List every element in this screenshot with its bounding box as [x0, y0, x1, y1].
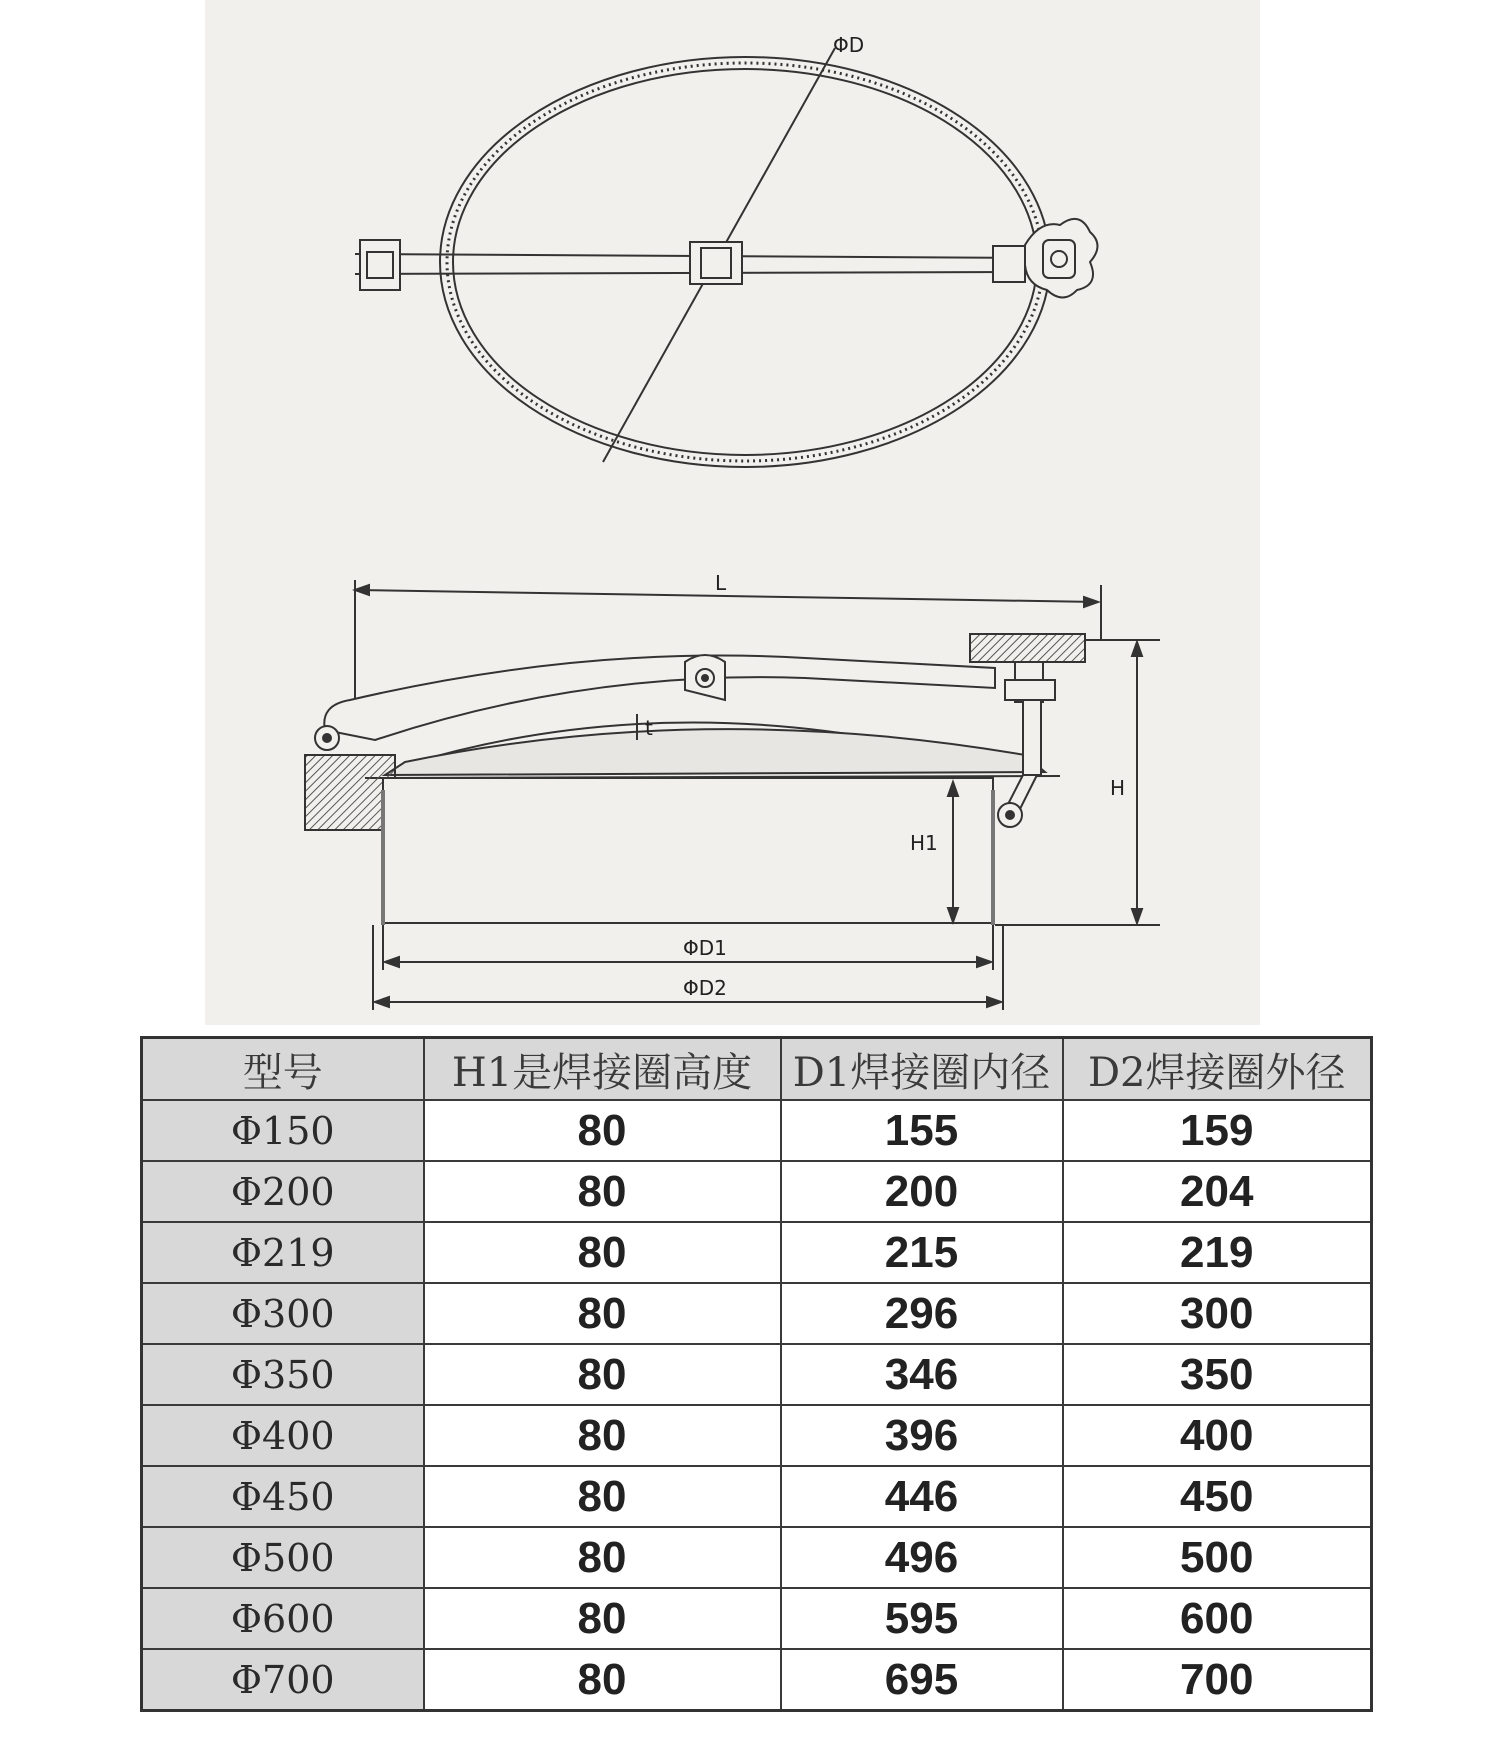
cell-model: Φ150 — [142, 1100, 424, 1161]
handwheel — [1025, 219, 1098, 298]
table-header-row — [142, 1038, 1372, 1101]
cell-d1: 446 — [781, 1466, 1063, 1527]
table-row — [142, 1161, 1372, 1222]
technical-drawing-panel — [205, 0, 1260, 1025]
manhole-cover-drawing — [205, 0, 1260, 1025]
cell-d2: 600 — [1063, 1588, 1372, 1649]
cell-h1: 80 — [424, 1161, 781, 1222]
cell-d1: 346 — [781, 1344, 1063, 1405]
cell-h1: 80 — [424, 1222, 781, 1283]
cell-d2: 159 — [1063, 1100, 1372, 1161]
cell-h1: 80 — [424, 1649, 781, 1711]
rim-dotted — [447, 63, 1043, 461]
cell-d2: 450 — [1063, 1466, 1372, 1527]
side-view — [305, 580, 1160, 1010]
cell-model: Φ200 — [142, 1161, 424, 1222]
cell-d1: 296 — [781, 1283, 1063, 1344]
right-clamp — [993, 246, 1025, 282]
cell-d2: 400 — [1063, 1405, 1372, 1466]
thickness-label: t — [645, 716, 653, 740]
table-row — [142, 1222, 1372, 1283]
cell-d2: 204 — [1063, 1161, 1372, 1222]
table-row — [142, 1405, 1372, 1466]
cell-d2: 700 — [1063, 1649, 1372, 1711]
table-row — [142, 1100, 1372, 1161]
cell-d1: 155 — [781, 1100, 1063, 1161]
lid-arm — [324, 656, 995, 740]
header-d1: D1焊接圈内径 — [781, 1038, 1063, 1101]
cell-h1: 80 — [424, 1527, 781, 1588]
table-row — [142, 1283, 1372, 1344]
cell-model: Φ300 — [142, 1283, 424, 1344]
cell-model: Φ450 — [142, 1466, 424, 1527]
cell-model: Φ400 — [142, 1405, 424, 1466]
inner-rim — [453, 69, 1037, 455]
cell-model: Φ219 — [142, 1222, 424, 1283]
outer-diameter-label: ΦD2 — [683, 976, 727, 1000]
cell-d2: 219 — [1063, 1222, 1372, 1283]
weld-ring-height-label: H1 — [910, 831, 938, 855]
specification-table — [140, 1036, 1373, 1712]
weld-ring — [383, 778, 993, 923]
cell-model: Φ500 — [142, 1527, 424, 1588]
top-view — [355, 48, 1098, 467]
table-row — [142, 1588, 1372, 1649]
cell-d1: 496 — [781, 1527, 1063, 1588]
table-row — [142, 1527, 1372, 1588]
cell-h1: 80 — [424, 1283, 781, 1344]
cell-model: Φ600 — [142, 1588, 424, 1649]
cell-d1: 695 — [781, 1649, 1063, 1711]
cell-h1: 80 — [424, 1344, 781, 1405]
cell-d1: 396 — [781, 1405, 1063, 1466]
cell-d2: 300 — [1063, 1283, 1372, 1344]
cell-h1: 80 — [424, 1405, 781, 1466]
cell-h1: 80 — [424, 1466, 781, 1527]
header-d2: D2焊接圈外径 — [1063, 1038, 1372, 1101]
cell-h1: 80 — [424, 1100, 781, 1161]
header-model: 型号 — [142, 1038, 424, 1101]
inner-diameter-label: ΦD1 — [683, 936, 727, 960]
cell-d2: 500 — [1063, 1527, 1372, 1588]
table-row — [142, 1344, 1372, 1405]
height-label: H — [1110, 776, 1126, 800]
side-handwheel — [970, 634, 1085, 662]
cell-d1: 215 — [781, 1222, 1063, 1283]
table-row — [142, 1466, 1372, 1527]
cell-d2: 350 — [1063, 1344, 1372, 1405]
cell-model: Φ700 — [142, 1649, 424, 1711]
cell-model: Φ350 — [142, 1344, 424, 1405]
cell-h1: 80 — [424, 1588, 781, 1649]
length-label: L — [715, 571, 727, 595]
outer-rim — [440, 57, 1050, 467]
table-row — [142, 1649, 1372, 1711]
diameter-label: ΦD — [833, 33, 865, 57]
header-h1: H1是焊接圈高度 — [424, 1038, 781, 1101]
cell-d1: 200 — [781, 1161, 1063, 1222]
cell-d1: 595 — [781, 1588, 1063, 1649]
